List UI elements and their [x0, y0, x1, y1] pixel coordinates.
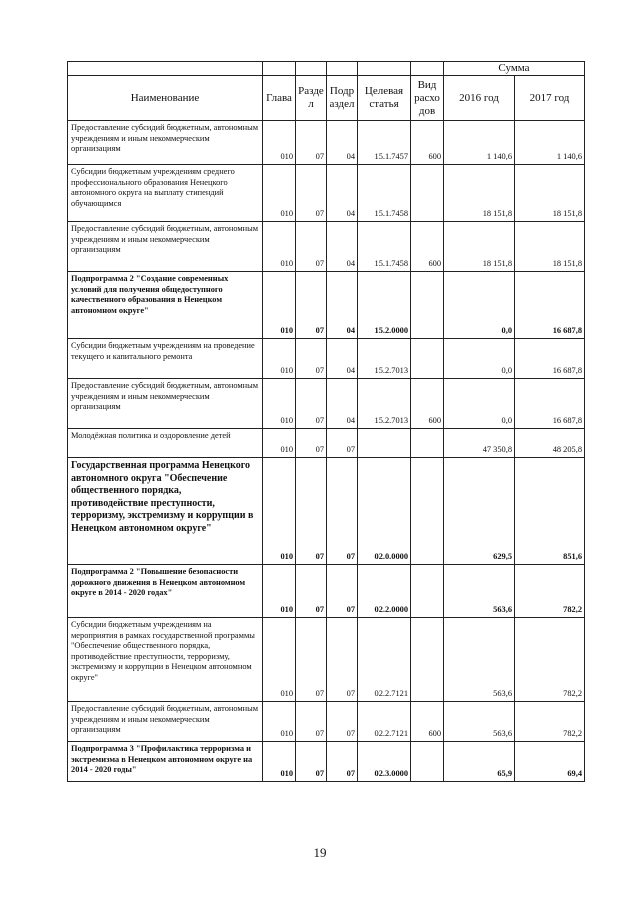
- header-summa: Сумма: [444, 62, 585, 76]
- cell-2017: 851,6: [515, 458, 585, 565]
- cell-razdel: 07: [296, 222, 327, 272]
- cell-2016: 65,9: [444, 742, 515, 782]
- cell-podrazdel: 04: [327, 339, 358, 379]
- cell-2016: 0,0: [444, 272, 515, 339]
- budget-table-sheet: [67, 61, 584, 782]
- header-blank: [358, 62, 411, 76]
- cell-vid: [411, 458, 444, 565]
- header-blank: [263, 62, 296, 76]
- cell-glava: 010: [263, 339, 296, 379]
- cell-glava: 010: [263, 618, 296, 702]
- cell-razdel: 07: [296, 272, 327, 339]
- table-row: [68, 565, 585, 618]
- page-number: 19: [313, 845, 327, 860]
- cell-2017: 1 140,6: [515, 121, 585, 165]
- header-vid: Вид расхо дов: [411, 76, 444, 121]
- cell-vid: [411, 565, 444, 618]
- cell-razdel: 07: [296, 458, 327, 565]
- table-row: [68, 429, 585, 458]
- cell-statya: 02.2.0000: [358, 565, 411, 618]
- cell-podrazdel: 07: [327, 565, 358, 618]
- cell-glava: 010: [263, 121, 296, 165]
- header-razdel: Разде л: [296, 76, 327, 121]
- cell-name: Предоставление субсидий бюджетным, автономным учреждениям и иным некоммерческим организациям: [68, 222, 263, 272]
- header-podrazdel: Подр аздел: [327, 76, 358, 121]
- cell-2017: 18 151,8: [515, 165, 585, 222]
- cell-vid: 600: [411, 121, 444, 165]
- cell-statya: 15.1.7458: [358, 222, 411, 272]
- table-row: [68, 618, 585, 702]
- header-statya: Целевая статья: [358, 76, 411, 121]
- cell-glava: 010: [263, 458, 296, 565]
- cell-2017: 16 687,8: [515, 339, 585, 379]
- table-row: [68, 702, 585, 742]
- cell-2017: 16 687,8: [515, 379, 585, 429]
- cell-statya: 02.0.0000: [358, 458, 411, 565]
- cell-glava: 010: [263, 742, 296, 782]
- cell-vid: 600: [411, 222, 444, 272]
- cell-2016: 0,0: [444, 339, 515, 379]
- cell-razdel: 07: [296, 429, 327, 458]
- cell-name: Субсидии бюджетным учреждениям на проведение текущего и капитального ремонта: [68, 339, 263, 379]
- cell-razdel: 07: [296, 379, 327, 429]
- cell-name: Подпрограмма 2 "Создание современных условий для получения общедоступного качественного образования в Ненецком автономном округе": [68, 272, 263, 339]
- table-row: [68, 742, 585, 782]
- cell-name: Субсидии бюджетным учреждениям среднего профессионального образования Ненецкого автономного округа на выплату стипендий обучающимся: [68, 165, 263, 222]
- cell-vid: [411, 339, 444, 379]
- header-blank: [296, 62, 327, 76]
- cell-name: Государственная программа Ненецкого автономного округа "Обеспечение общественного порядка, противодействие преступности, терроризму, экстремизму и коррупции в Ненецком автономном округе": [68, 458, 263, 565]
- cell-podrazdel: 07: [327, 702, 358, 742]
- cell-vid: [411, 165, 444, 222]
- cell-vid: [411, 742, 444, 782]
- cell-name: Подпрограмма 3 "Профилактика терроризма и экстремизма в Ненецком автономном округе на 2014 - 2020 годы": [68, 742, 263, 782]
- cell-vid: 600: [411, 379, 444, 429]
- cell-2016: 47 350,8: [444, 429, 515, 458]
- cell-podrazdel: 07: [327, 618, 358, 702]
- cell-vid: 600: [411, 702, 444, 742]
- header-blank: [327, 62, 358, 76]
- table-row: [68, 458, 585, 565]
- cell-podrazdel: 04: [327, 272, 358, 339]
- cell-glava: 010: [263, 222, 296, 272]
- cell-statya: 02.3.0000: [358, 742, 411, 782]
- cell-2017: 18 151,8: [515, 222, 585, 272]
- cell-name: Молодёжная политика и оздоровление детей: [68, 429, 263, 458]
- cell-name: Предоставление субсидий бюджетным, автономным учреждениям и иным некоммерческим организациям: [68, 379, 263, 429]
- table-row: [68, 121, 585, 165]
- cell-2017: 782,2: [515, 702, 585, 742]
- cell-name: Субсидии бюджетным учреждениям на мероприятия в рамках государственной программы "Обеспечение общественного порядка, противодействие преступности, терроризму, экстремизму и коррупции в Ненецком автономном округе": [68, 618, 263, 702]
- cell-razdel: 07: [296, 121, 327, 165]
- table-row: [68, 272, 585, 339]
- cell-2017: 16 687,8: [515, 272, 585, 339]
- cell-statya: 15.1.7457: [358, 121, 411, 165]
- cell-razdel: 07: [296, 742, 327, 782]
- table-row: [68, 339, 585, 379]
- cell-glava: 010: [263, 165, 296, 222]
- cell-name: Предоставление субсидий бюджетным, автономным учреждениям и иным некоммерческим организациям: [68, 121, 263, 165]
- header-blank: [411, 62, 444, 76]
- cell-2016: 1 140,6: [444, 121, 515, 165]
- cell-glava: 010: [263, 702, 296, 742]
- cell-statya: 15.2.7013: [358, 379, 411, 429]
- cell-glava: 010: [263, 379, 296, 429]
- cell-podrazdel: 07: [327, 429, 358, 458]
- header-2017: 2017 год: [515, 76, 585, 121]
- budget-table: [67, 61, 585, 782]
- cell-statya: [358, 429, 411, 458]
- cell-2017: 782,2: [515, 565, 585, 618]
- cell-glava: 010: [263, 565, 296, 618]
- cell-statya: 02.2.7121: [358, 618, 411, 702]
- cell-podrazdel: 04: [327, 379, 358, 429]
- cell-2016: 629,5: [444, 458, 515, 565]
- cell-2016: 563,6: [444, 565, 515, 618]
- cell-name: Подпрограмма 2 "Повышение безопасности дорожного движения в Ненецком автономном округе в 2014 - 2020 годах": [68, 565, 263, 618]
- table-row: [68, 222, 585, 272]
- header-name: Наименование: [68, 76, 263, 121]
- header-blank: [68, 62, 263, 76]
- cell-statya: 15.2.0000: [358, 272, 411, 339]
- cell-podrazdel: 04: [327, 222, 358, 272]
- cell-statya: 02.2.7121: [358, 702, 411, 742]
- cell-statya: 15.1.7458: [358, 165, 411, 222]
- table-header: [68, 62, 585, 121]
- cell-vid: [411, 272, 444, 339]
- cell-2016: 563,6: [444, 618, 515, 702]
- cell-podrazdel: 04: [327, 121, 358, 165]
- header-glava: Глава: [263, 76, 296, 121]
- cell-2016: 18 151,8: [444, 222, 515, 272]
- cell-glava: 010: [263, 429, 296, 458]
- cell-razdel: 07: [296, 702, 327, 742]
- header-2016: 2016 год: [444, 76, 515, 121]
- cell-statya: 15.2.7013: [358, 339, 411, 379]
- cell-2016: 563,6: [444, 702, 515, 742]
- cell-2016: 0,0: [444, 379, 515, 429]
- cell-2016: 18 151,8: [444, 165, 515, 222]
- table-body: [68, 121, 585, 782]
- cell-razdel: 07: [296, 565, 327, 618]
- cell-razdel: 07: [296, 339, 327, 379]
- cell-name: Предоставление субсидий бюджетным, автономным учреждениям и иным некоммерческим организациям: [68, 702, 263, 742]
- cell-podrazdel: 07: [327, 458, 358, 565]
- cell-podrazdel: 04: [327, 165, 358, 222]
- cell-glava: 010: [263, 272, 296, 339]
- cell-vid: [411, 618, 444, 702]
- table-row: [68, 165, 585, 222]
- cell-razdel: 07: [296, 618, 327, 702]
- cell-razdel: 07: [296, 165, 327, 222]
- cell-2017: 48 205,8: [515, 429, 585, 458]
- cell-podrazdel: 07: [327, 742, 358, 782]
- cell-2017: 69,4: [515, 742, 585, 782]
- cell-vid: [411, 429, 444, 458]
- table-row: [68, 379, 585, 429]
- cell-2017: 782,2: [515, 618, 585, 702]
